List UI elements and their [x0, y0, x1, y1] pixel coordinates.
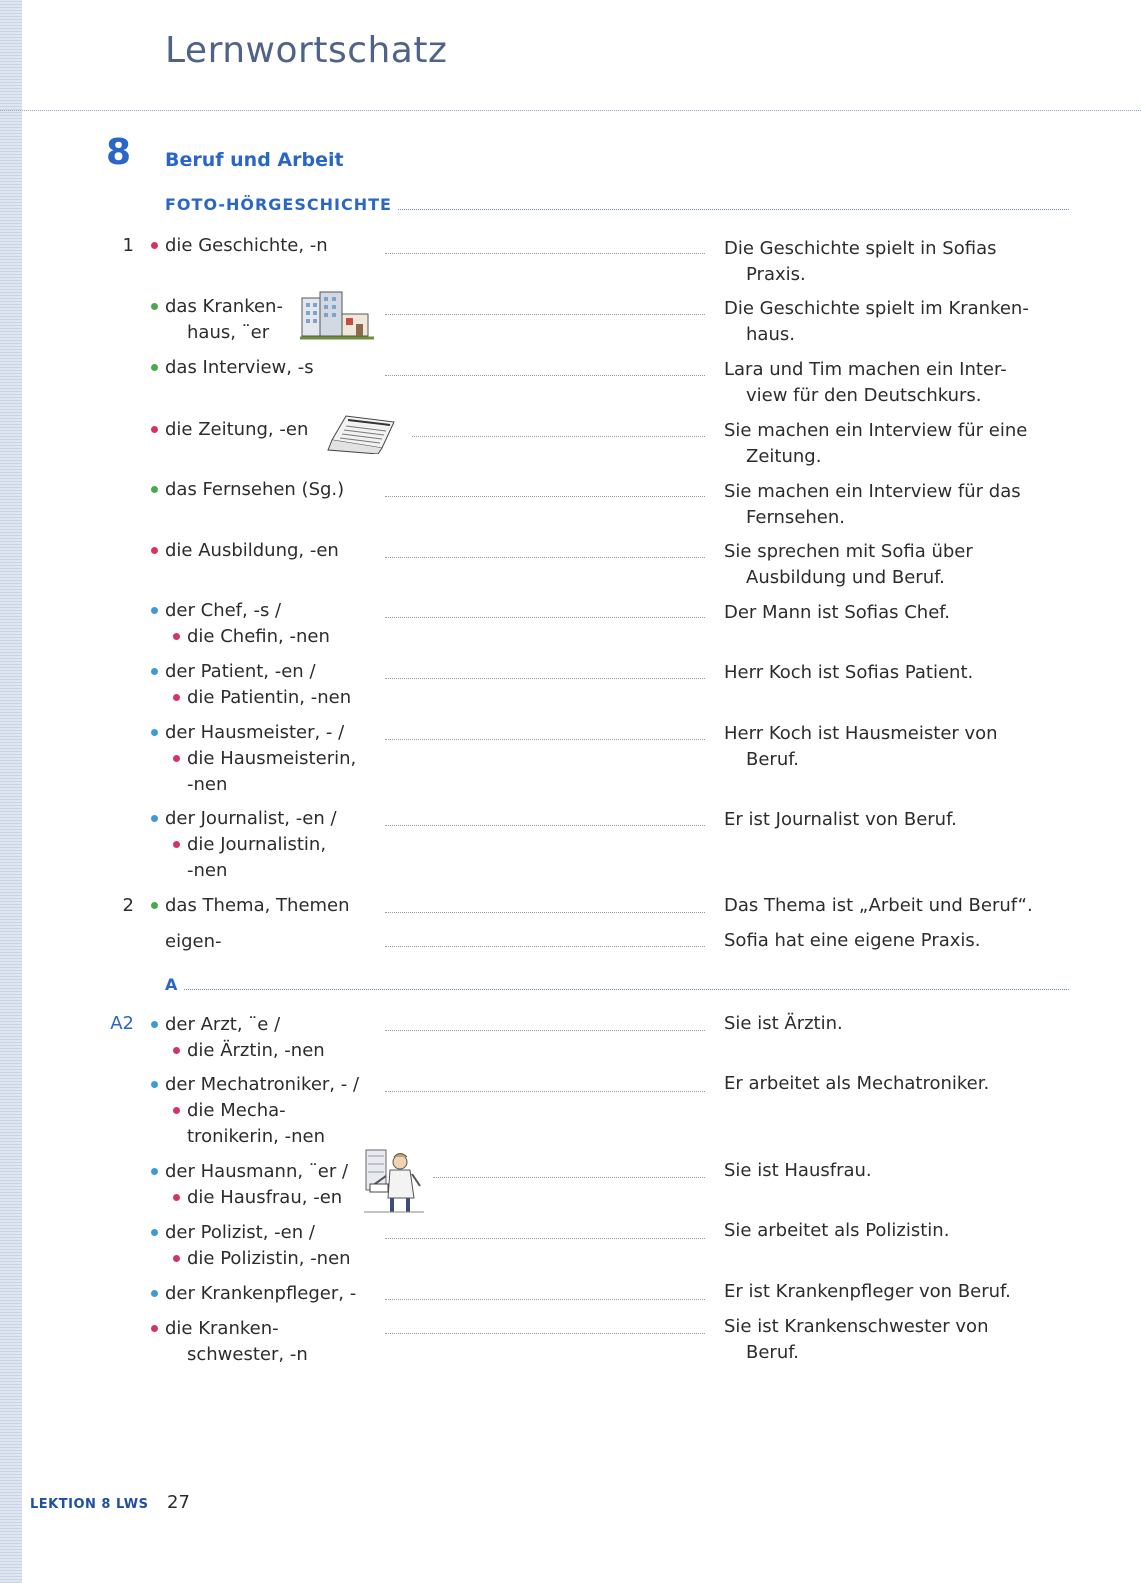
example-sentence-zeitung: Sie machen ein Interview für eine Zeitung. — [724, 420, 1028, 467]
answer-line[interactable] — [385, 825, 705, 826]
feminine-dot-icon — [151, 242, 158, 249]
example-sentence-geschichte: Die Geschichte spielt in Sofias Praxis. — [724, 238, 997, 285]
answer-line[interactable] — [385, 912, 705, 913]
example-sentence-krankenpfleger: Er ist Krankenpfleger von Beruf. — [724, 1281, 1011, 1302]
masculine-dot-icon — [151, 1081, 158, 1088]
vocab-term-ausbildung: die Ausbildung, -en — [150, 538, 380, 564]
answer-line[interactable] — [412, 436, 705, 437]
vocab-term-krankenhaus: das Kranken- haus, ¨er — [150, 294, 380, 346]
example-sentence-hausmann: Sie ist Hausfrau. — [724, 1160, 872, 1181]
feminine-dot-icon — [173, 694, 180, 701]
feminine-dot-icon — [173, 1194, 180, 1201]
vocab-term-fernsehen: das Fernsehen (Sg.) — [150, 477, 380, 503]
example-sentence-patient: Herr Koch ist Sofias Patient. — [724, 662, 974, 683]
answer-line[interactable] — [385, 1091, 705, 1092]
vocab-term-hausmeister: der Hausmeister, - / die Hausmeisterin, -nen — [150, 720, 380, 798]
masculine-dot-icon — [151, 1168, 158, 1175]
feminine-dot-icon — [151, 1325, 158, 1332]
example-sentence-chef: Der Mann ist Sofias Chef. — [724, 602, 951, 623]
feminine-dot-icon — [173, 841, 180, 848]
example-sentence-interview: Lara und Tim machen ein Inter- view für den Deutschkurs. — [724, 359, 1007, 406]
example-sentence-ausbildung: Sie sprechen mit Sofia über Ausbildung und Beruf. — [724, 541, 973, 588]
neuter-dot-icon — [151, 303, 158, 310]
answer-line[interactable] — [385, 314, 705, 315]
feminine-dot-icon — [173, 1047, 180, 1054]
example-sentence-thema: Das Thema ist „Arbeit und Beruf“. — [724, 895, 1033, 916]
homemaker-illustration — [360, 1146, 426, 1216]
section-heading-foto-hoergeschichte — [165, 192, 1069, 214]
chapter-title: Beruf und Arbeit — [165, 149, 344, 171]
neuter-dot-icon — [151, 902, 158, 909]
feminine-dot-icon — [173, 633, 180, 640]
example-sentence-krankenschwester: Sie ist Krankenschwester von Beruf. — [724, 1316, 989, 1363]
example-sentence-arzt: Sie ist Ärztin. — [724, 1013, 843, 1034]
answer-line[interactable] — [433, 1177, 705, 1178]
newspaper-illustration — [326, 410, 398, 454]
answer-line[interactable] — [385, 557, 705, 558]
vocab-term-krankenschwester: die Kranken- schwester, -n — [150, 1316, 380, 1368]
answer-line[interactable] — [385, 1333, 705, 1334]
answer-line[interactable] — [385, 617, 705, 618]
answer-line[interactable] — [385, 375, 705, 376]
neuter-dot-icon — [151, 486, 158, 493]
section-rule — [184, 989, 1069, 990]
vocab-term-krankenpfleger: der Krankenpfleger, - — [150, 1281, 380, 1307]
footer-lesson-label: LEKTION 8 LWS — [30, 1497, 149, 1512]
vocab-term-eigen: eigen- — [165, 931, 222, 952]
masculine-dot-icon — [151, 729, 158, 736]
answer-line[interactable] — [385, 946, 705, 947]
exercise-number-a2: A2 — [110, 1013, 134, 1034]
masculine-dot-icon — [151, 1290, 158, 1297]
answer-line[interactable] — [385, 1299, 705, 1300]
vocab-term-polizist: der Polizist, -en / die Polizistin, -nen — [150, 1220, 380, 1272]
vocab-term-chef: der Chef, -s / die Chefin, -nen — [150, 598, 380, 650]
vocab-term-mechatroniker: der Mechatroniker, - / die Mecha- tronikerin, -nen — [150, 1072, 380, 1150]
answer-line[interactable] — [385, 1030, 705, 1031]
example-sentence-fernsehen: Sie machen ein Interview für das Fernsehen. — [724, 481, 1021, 528]
vocab-term-geschichte: die Geschichte, -n — [150, 233, 380, 259]
example-sentence-eigen: Sofia hat eine eigene Praxis. — [724, 930, 981, 951]
example-sentence-krankenhaus: Die Geschichte spielt im Kranken- haus. — [724, 298, 1029, 345]
answer-line[interactable] — [385, 496, 705, 497]
vocab-term-zeitung: die Zeitung, -en — [150, 417, 380, 443]
section-rule — [398, 209, 1069, 210]
masculine-dot-icon — [151, 815, 158, 822]
example-sentence-hausmeister: Herr Koch ist Hausmeister von Beruf. — [724, 723, 998, 770]
feminine-dot-icon — [173, 755, 180, 762]
header-divider — [0, 110, 1141, 111]
answer-line[interactable] — [385, 253, 705, 254]
masculine-dot-icon — [151, 1021, 158, 1028]
vocab-term-patient: der Patient, -en / die Patientin, -nen — [150, 659, 380, 711]
feminine-dot-icon — [151, 426, 158, 433]
section-label: FOTO-HÖRGESCHICHTE — [165, 195, 392, 214]
example-sentence-journalist: Er ist Journalist von Beruf. — [724, 809, 957, 830]
feminine-dot-icon — [173, 1255, 180, 1262]
feminine-dot-icon — [151, 547, 158, 554]
vocab-term-thema: das Thema, Themen — [150, 893, 380, 919]
answer-line[interactable] — [385, 1238, 705, 1239]
page-number: 27 — [167, 1492, 190, 1513]
feminine-dot-icon — [173, 1107, 180, 1114]
hospital-illustration — [298, 290, 376, 344]
exercise-number-2: 2 — [122, 895, 134, 916]
example-sentence-mechatroniker: Er arbeitet als Mechatroniker. — [724, 1073, 990, 1094]
neuter-dot-icon — [151, 364, 158, 371]
example-sentence-polizist: Sie arbeitet als Polizistin. — [724, 1220, 950, 1241]
vocab-term-journalist: der Journalist, -en / die Journalistin, -nen — [150, 806, 380, 884]
answer-line[interactable] — [385, 678, 705, 679]
section-label: A — [165, 975, 179, 994]
page-edge-strip — [0, 0, 22, 1583]
masculine-dot-icon — [151, 668, 158, 675]
section-heading-a — [165, 972, 1069, 994]
vocab-term-hausmann: der Hausmann, ¨er / die Hausfrau, -en — [150, 1159, 380, 1211]
vocab-term-interview: das Interview, -s — [150, 355, 380, 381]
chapter-number: 8 — [106, 132, 132, 173]
answer-line[interactable] — [385, 739, 705, 740]
masculine-dot-icon — [151, 607, 158, 614]
vocab-term-arzt: der Arzt, ¨e / die Ärztin, -nen — [150, 1012, 380, 1064]
page-title: Lernwortschatz — [165, 30, 448, 71]
masculine-dot-icon — [151, 1229, 158, 1236]
exercise-number-1: 1 — [122, 235, 134, 256]
